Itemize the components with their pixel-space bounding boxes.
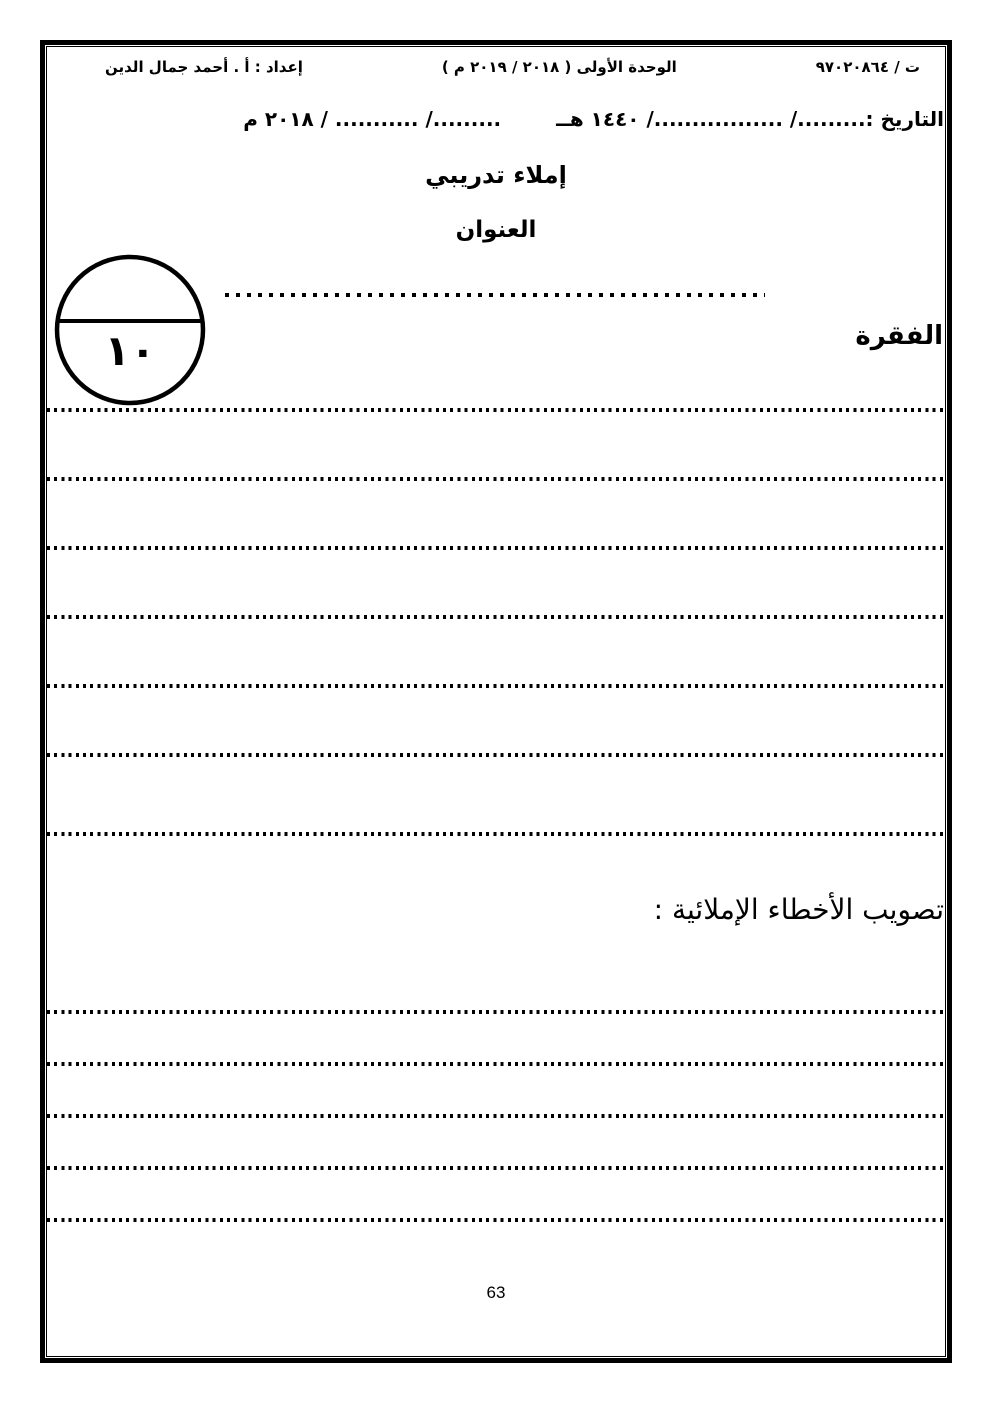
score-value: ١٠	[104, 326, 156, 375]
dotted-writing-line	[47, 1166, 945, 1170]
dotted-writing-line	[47, 408, 945, 412]
score-circle	[53, 253, 207, 407]
page-title: إملاء تدريبي	[425, 161, 567, 189]
date-line	[243, 107, 944, 131]
header-unit: الوحدة الأولى ( ٢٠١٨ / ٢٠١٩ م )	[441, 58, 677, 76]
title-label: العنوان	[455, 217, 537, 243]
date-hijri: التاريخ :........./ ................./ ١٤٤٠ هــ	[556, 107, 944, 131]
paragraph-writing-lines	[47, 408, 945, 836]
dotted-writing-line	[47, 1010, 945, 1014]
title-answer-line	[225, 293, 765, 297]
header-prepared-by: إعداد : أ . أحمد جمال الدين	[105, 58, 303, 76]
paragraph-label: الفقرة	[855, 321, 943, 351]
dotted-writing-line	[47, 615, 945, 619]
dotted-writing-line	[47, 753, 945, 757]
worksheet-page-frame	[40, 40, 952, 1363]
correction-writing-lines	[47, 1010, 945, 1222]
correction-heading: تصويب الأخطاء الإملائية :	[653, 893, 944, 926]
page-number: 63	[486, 1283, 506, 1302]
dotted-writing-line	[47, 1062, 945, 1066]
dotted-writing-line	[47, 1114, 945, 1118]
page-header	[45, 58, 947, 76]
dotted-writing-line	[47, 1218, 945, 1222]
dotted-writing-line	[47, 832, 945, 836]
dotted-writing-line	[47, 477, 945, 481]
dotted-writing-line	[47, 546, 945, 550]
dotted-writing-line	[47, 684, 945, 688]
date-gregorian: ........./ ........... / ٢٠١٨ م	[243, 107, 502, 131]
header-phone: ت / ٩٧٠٢٠٨٦٤	[815, 58, 920, 76]
